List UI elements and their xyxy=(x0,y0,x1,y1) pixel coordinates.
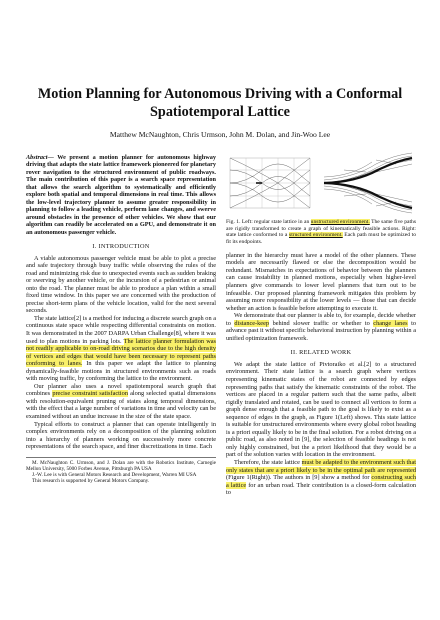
right-column xyxy=(226,150,416,497)
intro-paragraph-2 xyxy=(26,315,216,383)
abstract xyxy=(26,154,216,236)
paper-title: Motion Planning for Autonomous Driving with a Conformal Spatiotemporal Lattice xyxy=(37,86,403,120)
right-p2-highlight-2: change lanes xyxy=(373,319,408,327)
figure-1-caption xyxy=(226,219,416,246)
intro-p2-text-b: In this paper we adapt the lattice to planning dynamically-feasible motions in structured environments such as roads with moving traffic, by conforming the lattice to the environment. xyxy=(26,360,216,383)
right-p2-text-b: behind slower traffic or whether to xyxy=(272,319,370,327)
section-heading-introduction: I. INTRODUCTION xyxy=(92,242,150,250)
figure-1 xyxy=(226,150,416,216)
caption-highlight-2: structured environment. xyxy=(289,232,343,239)
right-p2-text-a: We demonstrate that our planner is able to, for example, decide whether to xyxy=(226,312,416,327)
intro-paragraph-3 xyxy=(26,383,216,421)
rw-p2-text-a: Therefore, the state lattice xyxy=(234,459,300,467)
paper-authors: Matthew McNaughton, Chris Urmson, John M. Dolan, and Jin-Woo Lee xyxy=(109,130,331,139)
lattice-figure xyxy=(226,150,416,216)
rw-p2-highlight-2: constructing such a lattice xyxy=(226,474,416,489)
footnotes xyxy=(26,457,216,485)
caption-text-c: Each path must be optimized to fit its endpoints. xyxy=(226,232,416,246)
abstract-lead: Abstract xyxy=(26,154,48,161)
caption-text-b: The same five paths are rigidly transformed to create a graph of kinematically feasible actions. Right: state lattice conformed to a xyxy=(226,219,417,239)
intro-p3-text-a: Our planner also uses a novel spatiotemporal search graph that combines xyxy=(26,382,216,398)
right-p2-highlight-1: distance-keep xyxy=(234,319,270,327)
intro-continuation-paragraph: planner in the hierarchy must have a model of the other planners. These models are necessarily flawed or else the decomposition would be redundant. Mismatches in expectations of behavior between the planners can cause instability in planned motions, especially when higher-level planners give commands to lower level planners that turn out to be infeasible. Our proposed planning framework mitigates this problem by assuming more responsibility at the lower levels — those that can decide whether an action is feasible before attempting to execute it. xyxy=(226,251,416,312)
conformed-lattice-road-edges xyxy=(324,158,412,208)
related-work-paragraph-2 xyxy=(226,459,416,497)
rw-p2-highlight-1: must be adapted to the environment such that only states that are a priori likely to be in the optimal path are represented xyxy=(226,459,416,474)
intro-paragraph-1: A viable autonomous passenger vehicle must be able to plot a precise and safe trajectory through busy traffic while observing the rules of the road and minimizing risk due to unexpected events such as sudden braking or swerving by another vehicle, or the incursion of a pedestrian or animal onto the road. The planner must be able to produce a plan within a small fixed time window. In this paper we are concerned with the production of precise short-term plans of the vehicle location, valid for the next several seconds. xyxy=(26,254,216,315)
footnote-affiliation-2: J.-W. Lee is with General Motors Research and Development, Warren MI USA xyxy=(32,472,197,479)
rw-p2-text-c: for an urban road. Their contribution is a closed-form calculation to xyxy=(226,481,416,497)
footnote-funding: This research is supported by General Motors Company. xyxy=(32,478,150,485)
intro-p3-highlight: precise constraint satisfaction xyxy=(52,390,128,398)
intro-p2-highlight: The lattice planner formulation was not readily applicable to on-road driving scenarios due to the high density of vertices and edges that would have been necessary to represent paths conforming to lanes. xyxy=(26,337,217,368)
caption-text-a: Fig. 1. Left: regular state lattice in an xyxy=(226,219,310,225)
abstract-text: — We present a motion planner for autonomous highway driving that adapts the state lattice framework pioneered for planetary rover navigation to the structured environment of public roadways. The main contribution of this paper is a search space representation that allows the search algorithm to systematically and efficiently explore both spatial and temporal dimensions in real time. This allows the low-level trajectory planner to assume greater responsibility in planning to follow a leading vehicle, perform lane changes, and swerve around obstacles in the presence of other vehicles. We show that our algorithm can readily be accelerated on a GPU, and demonstrate it on an autonomous passenger vehicle. xyxy=(26,154,216,236)
intro-p3-text-b: along selected spatial dimensions with resolution-equivalent pruning of states along temporal dimensions, with the effect that a large number of variations in time and velocity can be examined without an undue increase in the size of the state space. xyxy=(26,390,217,421)
footnote-affiliation-1: M. McNaughton C. Urmson, and J. Dolan are with the Robotics Institute, Carnegie Mellon University, 5000 Forbes Avenue, Pittsburgh PA USA xyxy=(26,459,216,472)
caption-highlight-1: unstructured environment. xyxy=(310,219,370,225)
related-work-paragraph-1: We adapt the state lattice of Pivtoraiko et al.[2] to a structured environment. Their state lattice is a search graph where vertices representing kinematic states of the robot are connected by edges representing paths that satisfy the kinematic constraints of the robot. The vertices are placed in a regular pattern such that the same paths, albeit rigidly translated and rotated, can be used to connect all vertices to form a graph dense enough that a feasible path to the goal is likely to exist as a sequence of edges in the graph, as Figure 1(Left) shows. This state lattice is suitable for unstructured environments where every global robot heading is a priori equally likely to be in the final solution. For a robot driving on a public road, as also noted in [9], the selection of feasible headings is not only highly constrained, but the a priori likelihood that they would be a part of the solution varies with location in the environment. xyxy=(226,360,416,459)
rw-p2-text-b: (Figure 1(Right)). The authors in [9] show a method for xyxy=(226,474,370,482)
intro-p2-text-a: The state lattice[2] is a method for inducing a discrete search graph on a continuous state space while respecting differential constraints on motion. It was demonstrated in the 2007 DARPA Urban Challenge[8], where it was used to plan motions in parking lots. xyxy=(26,314,216,345)
right-p2-text-c: to advance past it without specific behavioral instruction by planning within a unified optimization framework. xyxy=(226,319,416,342)
left-column xyxy=(26,154,216,485)
section-heading-related-work: II. RELATED WORK xyxy=(290,349,352,357)
intro-paragraph-5 xyxy=(226,312,416,342)
intro-paragraph-4: Typical efforts to construct a planner that can operate intelligently in complex environments rely on a decomposition of the planning solution into a hierarchy of planners working on successively more concrete representations of the search space, and finer discretizations in time. Each xyxy=(26,420,216,451)
regular-lattice-diagram xyxy=(230,158,310,208)
